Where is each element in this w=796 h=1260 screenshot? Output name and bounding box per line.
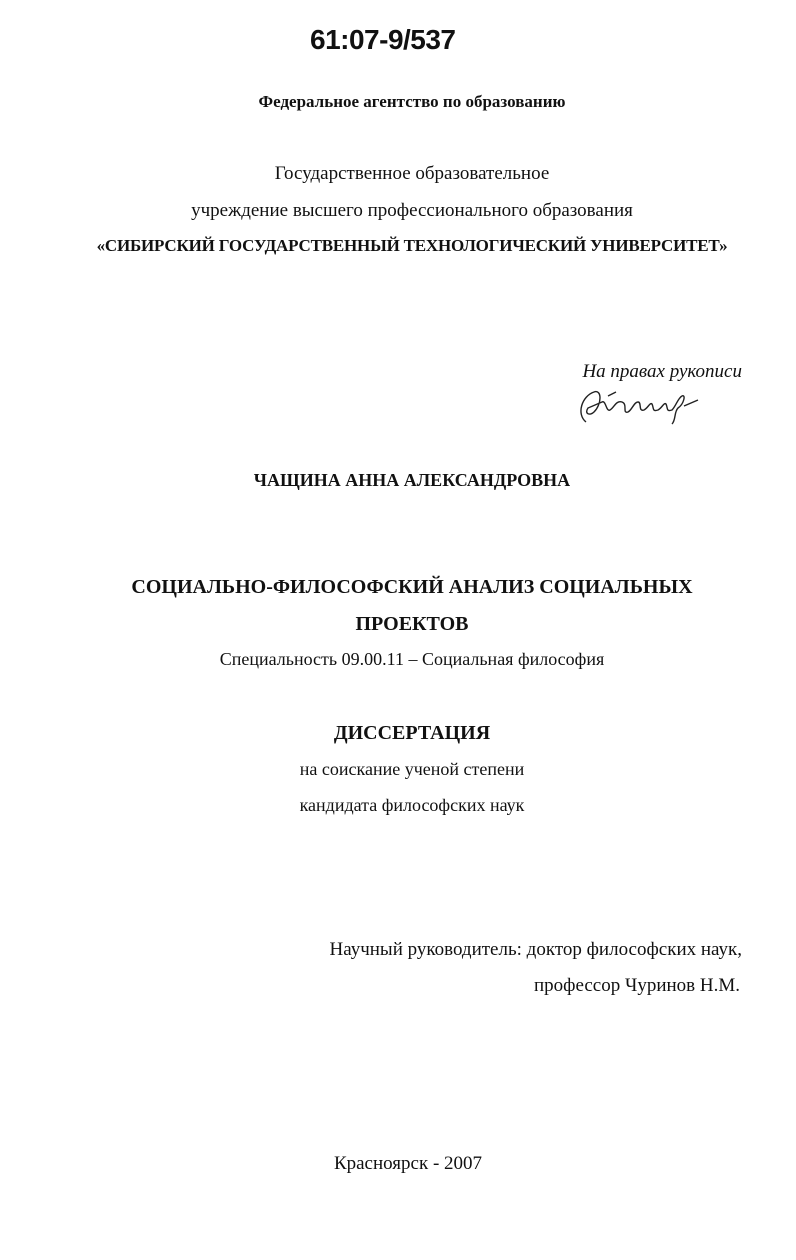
title-line-2: ПРОЕКТОВ [355,613,469,635]
institution-line-1: Государственное образовательное [274,163,550,184]
title-line-1: СОЦИАЛЬНО-ФИЛОСОФСКИЙ АНАЛИЗ СОЦИАЛЬНЫХ [131,576,693,598]
author-signature [572,384,707,426]
manuscript-note: На правах рукописи [582,361,742,382]
place-year: Красноярск - 2007 [333,1153,483,1174]
agency-heading: Федеральное агентство по образованию [258,92,566,111]
supervisor-line-2: профессор Чуринов Н.М. [533,975,740,996]
degree-line-2: кандидата философских наук [299,795,525,815]
document-type: ДИССЕРТАЦИЯ [333,722,491,744]
specialty: Специальность 09.00.11 – Социальная философия [219,649,605,669]
author-name: ЧАЩИНА АННА АЛЕКСАНДРОВНА [253,470,571,490]
catalog-number: 61:07-9/537 [310,24,456,55]
degree-line-1: на соискание ученой степени [299,759,525,779]
institution-name: «СИБИРСКИЙ ГОСУДАРСТВЕННЫЙ ТЕХНОЛОГИЧЕСКИЙ УНИВЕРСИТЕТ» [96,236,728,255]
institution-line-2: учреждение высшего профессионального образования [191,200,633,221]
supervisor-line-1: Научный руководитель: доктор философских наук, [329,939,742,960]
